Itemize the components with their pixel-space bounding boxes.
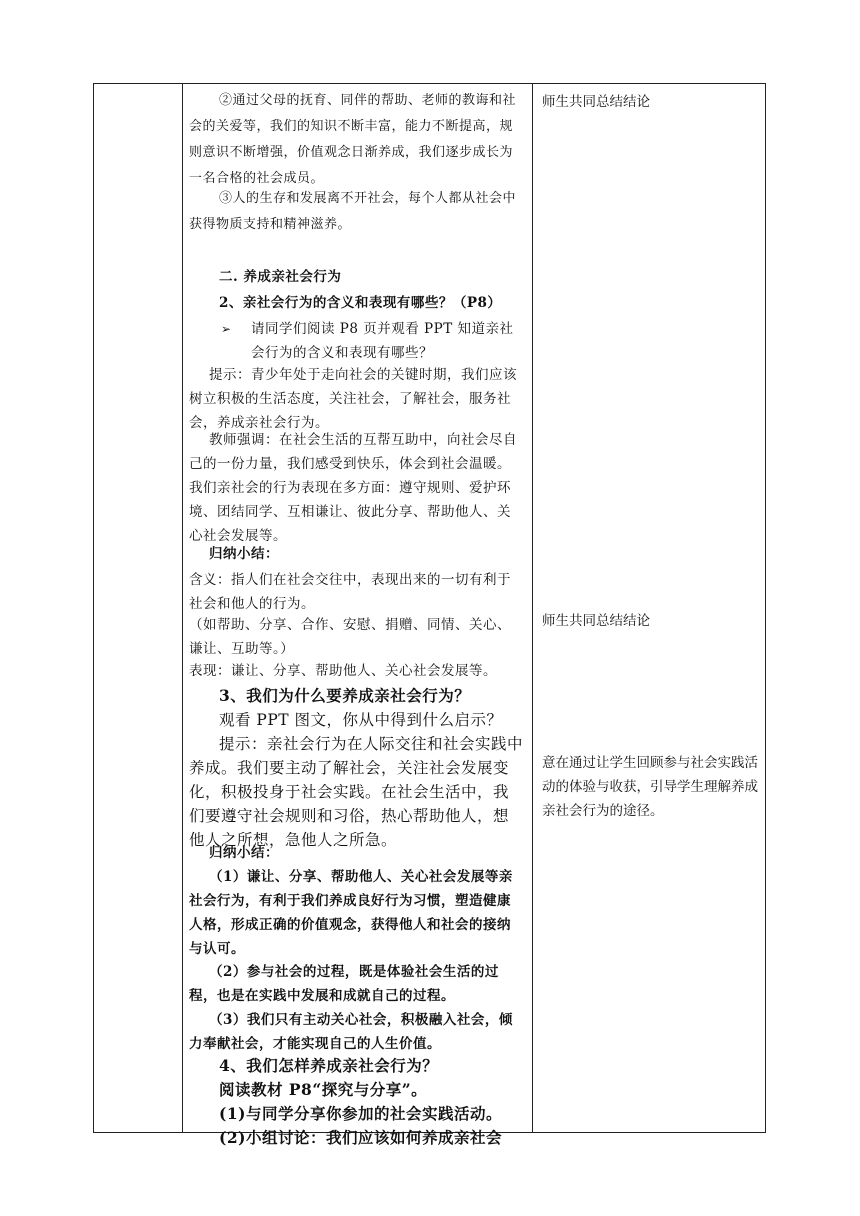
performance-list: 表现：谦让、分享、帮助他人、关心社会发展等。 xyxy=(189,663,497,679)
teaching-content-column xyxy=(183,84,532,1147)
side-note-2: 师生共同总结结论 xyxy=(542,613,650,629)
question-3-heading: 3、我们为什么要养成亲社会行为？ xyxy=(219,686,471,705)
question-2-heading: 2、亲社会行为的含义和表现有哪些？（P8） xyxy=(219,295,502,311)
task-2: (2)小组讨论：我们应该如何养成亲社会 xyxy=(219,1128,502,1147)
side-note-3: 意在通过让学生回顾参与社会实践活动的体验与收获，引导学生理解养成亲社会行为的途径。 xyxy=(542,755,758,819)
task-1: (1)与同学分享你参加的社会实践活动。 xyxy=(219,1104,502,1123)
examples-list: （如帮助、分享、合作、安慰、捐赠、同情、关心、谦让、互助等。） xyxy=(189,617,511,657)
point-3-paragraph: ③人的生存和发展离不开社会，每个人都从社会中获得物质支持和精神滋养。 xyxy=(189,191,517,232)
question-4-heading: 4、我们怎样养成亲社会行为？ xyxy=(219,1056,439,1075)
summary-point-2: （2）参与社会的过程，既是体验社会生活的过程，也是在实践中发展和成就自己的过程。 xyxy=(189,964,499,1004)
point-2-paragraph: ②通过父母的抚育、同伴的帮助、老师的教诲和社会的关爱等，我们的知识不断丰富，能力不断提高，规则意识不断增强，价值观念日渐养成，我们逐步成长为一名合格的社会成员。 xyxy=(189,93,517,186)
summary-point-3: （3）我们只有主动关心社会，积极融入社会，倾力奉献社会，才能实现自己的人生价值。 xyxy=(189,1012,513,1052)
hint-paragraph: 提示：青少年处于走向社会的关键时期，我们应该树立积极的生活态度，关注社会，了解社会，服务社会，养成亲社会行为。 xyxy=(189,367,517,431)
meaning-definition: 含义：指人们在社会交往中，表现出来的一切有利于社会和他人的行为。 xyxy=(189,572,511,612)
design-intent-column xyxy=(533,84,766,1132)
summary-label: 归纳小结： xyxy=(209,845,279,861)
section-heading: 二. 养成亲社会行为 xyxy=(219,269,342,285)
side-note-1: 师生共同总结结论 xyxy=(542,94,650,110)
teacher-emphasis: 教师强调：在社会生活的互帮互助中，向社会尽自己的一份力量，我们感受到快乐，体会到社会温暖。我们亲社会的行为表现在多方面：遵守规则、爱护环境、团结同学、互相谦让、彼此分享、帮助他人、关心社会发展等。 xyxy=(189,432,517,544)
reading-task: 阅读教材 P8“探究与分享”。 xyxy=(219,1080,428,1099)
reading-instruction: 请同学们阅读 P8 页并观看 PPT 知道亲社会行为的含义和表现有哪些？ xyxy=(251,321,514,361)
lesson-plan-table xyxy=(93,83,766,1147)
summary-point-1: （1）谦让、分享、帮助他人、关心社会发展等亲社会行为，有利于我们养成良好行为习惯，塑造健康人格，形成正确的价值观念，获得他人和社会的接纳与认可。 xyxy=(189,869,513,957)
bullet-arrow-icon: ➢ xyxy=(221,322,232,336)
summary-label: 归纳小结： xyxy=(209,546,279,562)
hint-paragraph: 提示：亲社会行为在人际交往和社会实践中养成。我们要主动了解社会，关注社会发展变化，积极投身于社会实践。在社会生活中，我们要遵守社会规则和习俗，热心帮助他人，想他人之所想，急他人之所急。 xyxy=(189,735,524,849)
watch-instruction: 观看 PPT 图文，你从中得到什么启示？ xyxy=(219,711,503,729)
